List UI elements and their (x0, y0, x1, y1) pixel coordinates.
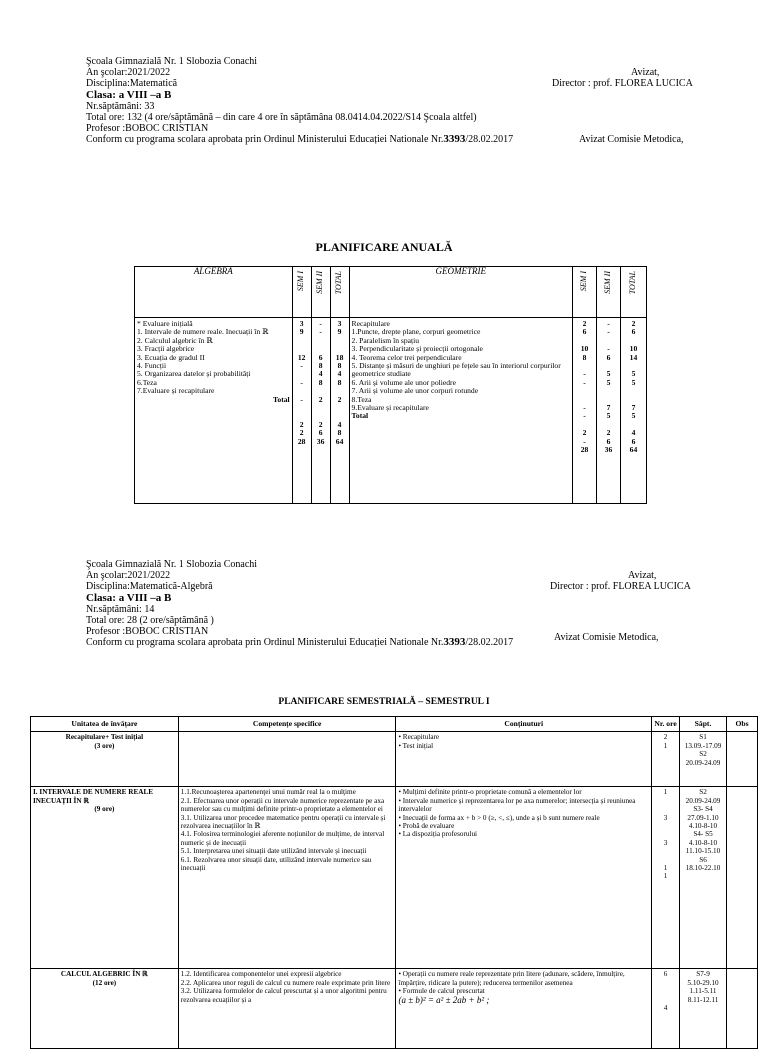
discipline: Disciplina:Matematică (86, 78, 178, 90)
content-cell: • Operații cu numere reale reprezentate prin litere (adunare, scădere, înmulțire, împărțire, ridicare la putere); reducerea termenilor asemenea • Formule de calcul prescurtat (a ± b)² = a² ± 2ab + b² ; (396, 969, 652, 1049)
unit-cell: CALCUL ALGEBRIC ÎN ℝ (12 ore) (31, 969, 179, 1049)
table-row (31, 969, 758, 1049)
comisie-label: Avizat Comisie Metodica, (579, 134, 684, 145)
discipline-2: Disciplina:Matematică-Algebră (86, 581, 213, 593)
director-name-2: Director : prof. FLOREA LUCICA (550, 581, 691, 592)
competences-cell: 1.1.Recunoaşterea apartenenţei unui număr real la o mulţime 2.1. Efectuarea unor operații cu intervale numerice reprezentate pe axa numerelor sau cu mulțimi definite printr-o proprietate a elementelor ei 3.1. Utilizarea unor procedee matematice pentru operații cu intervale și rezolvarea inecuațiilor în ℝ 4.1. Folosirea terminologiei aferente noțiunilor de mulțime, de interval numeric și de inecuații 5.1. Interpretarea unei situații date utilizând intervale și inecuații 6.1. Rezolvarea unor situații date, utilizând intervale numerice sau inecuații (178, 787, 396, 969)
class-name: Clasa: a VIII –a B (86, 88, 172, 101)
annual-plan-table (134, 266, 647, 504)
hours-cell: 6 4 (652, 969, 680, 1049)
total-hours-2: Total ore: 28 (2 ore/săptămână ) (86, 615, 214, 627)
school-name: Şcoala Gimnazială Nr. 1 Slobozia Conachi (86, 56, 258, 67)
col-competences: Competențe specifice (178, 717, 396, 732)
obs-cell (727, 732, 758, 787)
geometry-header: GEOMETRIE (349, 267, 573, 318)
col-obs: Obs (727, 717, 758, 732)
alg-sem2-header: SEM II (315, 271, 325, 294)
geo-sem1-header: SEM I (579, 271, 589, 292)
table-row (31, 732, 758, 787)
geometry-total-label: Total (351, 411, 369, 421)
content-cell: • Mulțimi definite printr-o proprietate comună a elementelor lor • Intervale numerice și reprezentarea lor pe axa numerelor; intersecția și reuniunea intervalelor • Inecuații de forma ax + b > 0 (≥, <, ≤), unde a și b sunt numere reale • Probă de evaluare • La dispoziția profesorului (396, 787, 652, 969)
hours-cell: 1 3 3 1 1 (652, 787, 680, 969)
header1-left (86, 56, 513, 146)
school-year: An şcolar:2021/2022 (86, 67, 171, 79)
geometry-total-values: 2 6 10 14 5 5 7 5 4 6 64 (620, 318, 646, 504)
obs-cell (727, 787, 758, 969)
col-week: Săpt. (680, 717, 727, 732)
program-reference-2: Conform cu programa scolara aprobata prin Ordinul Ministerului Educației Nationale Nr.3393/28.02.2017 (86, 636, 514, 649)
obs-cell (727, 969, 758, 1049)
teacher-name-2: Profesor :BOBOC CRISTIAN (86, 626, 209, 638)
hours-cell: 2 1 (652, 732, 680, 787)
avizat-label: Avizat, (631, 67, 660, 78)
school-year-2: An şcolar:2021/2022 (86, 570, 171, 582)
alg-sem1-header: SEM I (296, 271, 306, 292)
geo-total-header: TOTAL (628, 271, 638, 295)
class-name-2: Clasa: a VIII –a B (86, 591, 172, 604)
algebra-total-values: 3 9 18 8 4 8 2 4 8 64 (330, 318, 349, 504)
weeks-count: Nr.săptămâni: 33 (86, 100, 155, 112)
algebra-topics: * Evaluare inițială 1. Intervale de numere reale. Inecuații în ℝ 2. Calculul algebric în ℝ 3. Fracții algebrice 3. Ecuația de gradul II 4. Funcții 5. Organizarea datelor și probabilități 6.Teza 7.Evaluare și recapitulare Total (135, 318, 293, 504)
col-unit: Unitatea de învățare (31, 717, 179, 732)
competences-cell: 1.2. Identificarea componentelor unei expresii algebrice 2.2. Aplicarea unor reguli de calcul cu numere reale exprimate prin litere 3.2. Utilizarea formulelor de calcul prescurtat și a unor algoritmi pentru rezolvarea ecuațiilor și a (178, 969, 396, 1049)
algebra-sem2-values: - - 6 8 4 8 2 2 6 36 (311, 318, 330, 504)
col-hours: Nr. ore (652, 717, 680, 732)
week-cell: S7-9 5.10-29.10 1.11-5.11 8.11-12.11 (680, 969, 727, 1049)
table-row (31, 787, 758, 969)
week-cell: S1 13.09.-17.09 S2 20.09-24.09 (680, 732, 727, 787)
director-name: Director : prof. FLOREA LUCICA (552, 78, 693, 89)
content-cell: • Recapitulare • Test inițial (396, 732, 652, 787)
semester-plan-table (30, 716, 758, 1049)
competences-cell (178, 732, 396, 787)
unit-cell: Recapitulare+ Test inițial (3 ore) (31, 732, 179, 787)
week-cell: S2 20.09-24.09 S3- S4 27.09-1.10 4.10-8-10 S4- S5 4.10-8-10 11.10-15.10 S6 18.10-22.10 (680, 787, 727, 969)
comisie-label-2: Avizat Comisie Metodica, (554, 632, 659, 643)
alg-total-header: TOTAL (334, 271, 344, 295)
semester-title: PLANIFICARE SEMESTRIALĂ – SEMESTRUL I (278, 697, 490, 707)
geometry-sem1-values: 2 6 10 8 - - - - 2 - 28 (573, 318, 597, 504)
algebra-sem1-values: 3 9 12 - - - 2 2 28 (292, 318, 311, 504)
avizat-label-2: Avizat, (628, 570, 657, 581)
col-content: Conținuturi (396, 717, 652, 732)
algebra-total-label: Total (273, 394, 290, 404)
school-name-2: Şcoala Gimnazială Nr. 1 Slobozia Conachi (86, 559, 258, 570)
algebra-header: ALGEBRĂ (135, 267, 293, 318)
teacher-name: Profesor :BOBOC CRISTIAN (86, 123, 209, 135)
geo-sem2-header: SEM II (603, 271, 613, 294)
header2-left (86, 559, 513, 649)
geometry-topics: Recapitulare 1.Puncte, drepte plane, corpuri geometrice 2. Paralelism în spațiu 3. Perpendicularitate și proiecții ortogonale 4. Teorema celor trei perpendiculare 5. Distanțe și măsuri de unghiuri pe fețele sau în interiorul corpurilor geometrice studiate 6. Arii și volume ale unor poliedre 7. Arii și volume ale unor corpuri rotunde 8.Teza 9.Evaluare și recapitulare Total (349, 318, 573, 504)
annual-title: PLANIFICARE ANUALĂ (315, 240, 453, 254)
weeks-count-2: Nr.săptămâni: 14 (86, 603, 155, 615)
program-reference: Conform cu programa scolara aprobata prin Ordinul Ministerului Educației Nationale Nr.3393/28.02.2017 (86, 133, 514, 146)
unit-cell: I. INTERVALE DE NUMERE REALE INECUAȚII ÎN ℝ (9 ore) (31, 787, 179, 969)
geometry-sem2-values: - - - 6 5 5 7 5 2 6 36 (597, 318, 621, 504)
total-hours: Total ore: 132 (4 ore/săptămână – din care 4 ore în săptămâna 08.0414.04.2022/S14 Şcoala altfel) (86, 112, 477, 124)
